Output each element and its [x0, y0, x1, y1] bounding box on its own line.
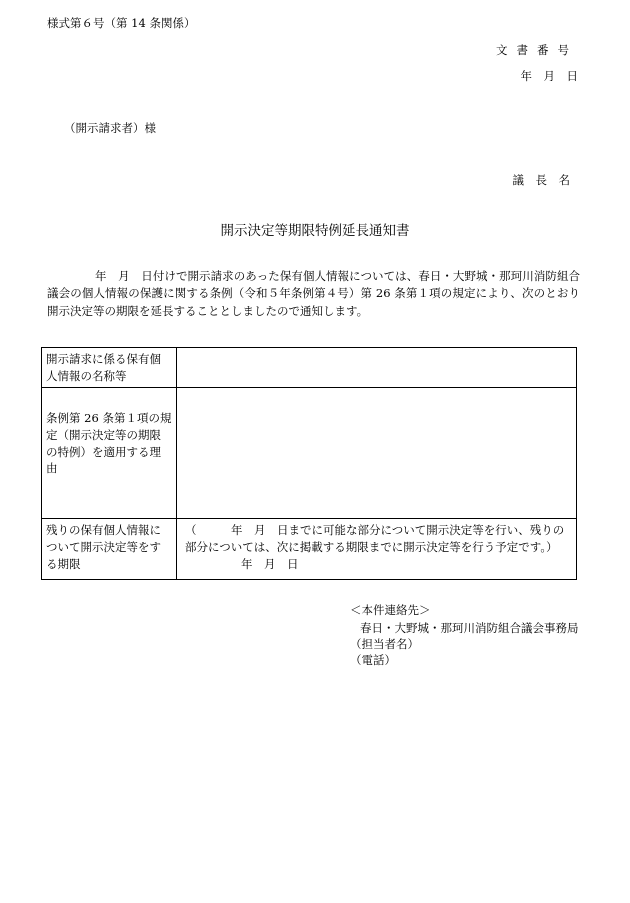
- deadline-date: 年 月 日: [241, 556, 299, 571]
- table-label-cell: 残りの保有個人情報について開示決定等をする期限: [42, 519, 177, 580]
- contact-office: 春日・大野城・那珂川消防組合議会事務局: [360, 621, 579, 635]
- contact-phone: （電話）: [350, 653, 396, 667]
- table-label-cell: 条例第 26 条第１項の規定（開示決定等の期限の特例）を適用する理由: [42, 388, 177, 519]
- table-row: [42, 388, 577, 519]
- form-number: 様式第６号（第 14 条関係）: [47, 16, 196, 30]
- table-value-cell: [177, 388, 577, 519]
- addressee: （開示請求者）様: [64, 121, 156, 135]
- document-date-label: 年 月 日: [520, 69, 578, 83]
- table-row: [42, 519, 577, 580]
- table-label-cell: 開示請求に係る保有個人情報の名称等: [42, 348, 177, 388]
- table-value-cell: [177, 519, 577, 580]
- table-value-cell: [177, 348, 577, 388]
- deadline-note: （ 年 月 日までに可能な部分について開示決定等を行い、残りの部分については、次に掲載する期限までに開示決定等を行う予定です。）: [185, 523, 565, 555]
- sender-chair-name: 議 長 名: [512, 173, 570, 187]
- table-row: [42, 348, 577, 388]
- info-table: [41, 347, 577, 580]
- document-number-label: 文書番号: [496, 43, 578, 57]
- document-title: 開示決定等期限特例延長通知書: [220, 223, 410, 239]
- contact-person: （担当者名）: [350, 637, 419, 651]
- body-paragraph-text: 年 月 日付けで開示請求のあった保有個人情報については、春日・大野城・那珂川消防組合議会の個人情報の保護に関する条例（令和５年条例第４号）第 26 条第１項の規定により、次のとおり開示決定等の期限を延長することとしましたので通知します。: [47, 269, 580, 318]
- body-paragraph: [47, 268, 580, 320]
- contact-heading: ＜本件連絡先＞: [350, 603, 431, 617]
